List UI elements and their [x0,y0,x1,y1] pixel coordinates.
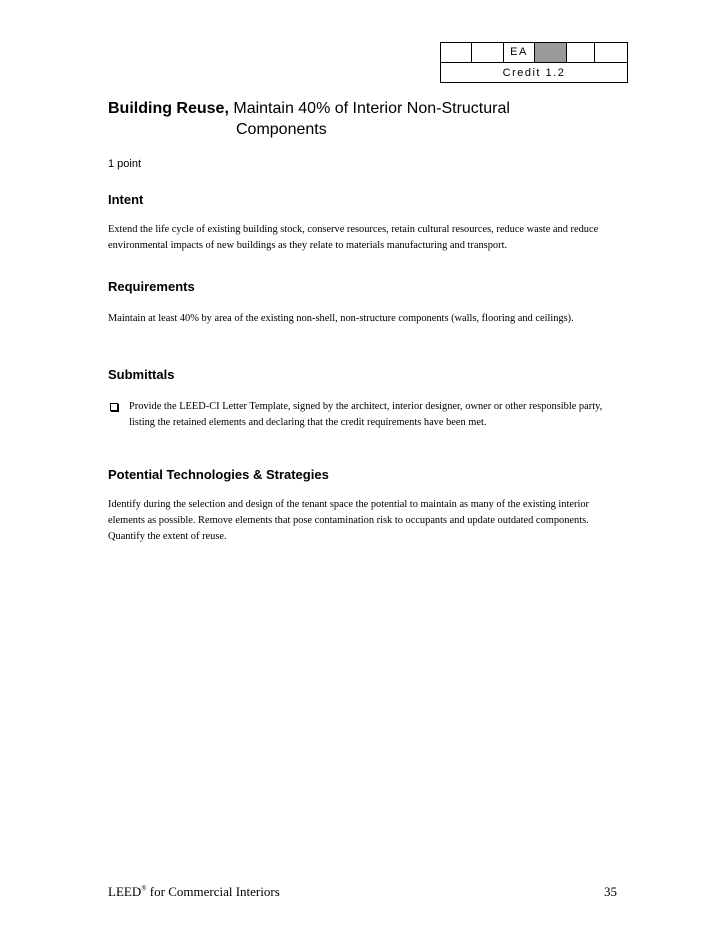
credit-cell-blank-2 [472,43,504,62]
submittals-heading: Submittals [108,367,175,382]
submittals-item-text: Provide the LEED-CI Letter Template, signed by the architect, interior designer, owner or other responsible party, listing the retained elements and declaring that the credit requirements have been met. [129,401,603,428]
requirements-text: Maintain at least 40% by area of the existing non-shell, non-structure components (walls, flooring and ceilings). [108,313,574,324]
credit-cell-blank-1 [441,43,472,62]
intent-text: Extend the life cycle of existing building stock, conserve resources, retain cultural resources, reduce waste and reduce environmental impacts of new buildings as they relate to materials manufacturing and transport. [108,224,599,251]
requirements-heading: Requirements [108,279,195,294]
intent-heading: Intent [108,192,144,207]
credit-category-row [441,43,627,63]
credit-category-cell: EA [504,43,535,62]
title-rest-line2: Components [236,121,327,138]
strategies-text: Identify during the selection and design of the tenant space the potential to maintain as many of the existing interior elements as possible. Remove elements that pose contamination risk to occupants and update outdated components. Quantify the extent of reuse. [108,499,590,542]
checkbox-bullet-icon [110,403,118,411]
footer-rest: for Commercial Interiors [146,884,280,899]
credit-cell-shaded [535,43,567,62]
points-label: 1 point [108,158,142,170]
title-rest-line1: Maintain 40% of Interior Non-Structural [233,100,510,117]
page-number: 35 [604,884,617,899]
credit-cell-blank-4 [595,43,627,62]
page-title [108,98,510,119]
title-bold: Building Reuse, [108,100,229,117]
credit-cell-blank-3 [567,43,595,62]
credit-box [440,42,628,83]
registered-mark: ® [141,884,147,893]
credit-number: Credit 1.2 [502,67,566,79]
footer-title [108,884,280,900]
strategies-heading: Potential Technologies & Strategies [108,467,329,482]
footer-brand: LEED [108,884,142,899]
